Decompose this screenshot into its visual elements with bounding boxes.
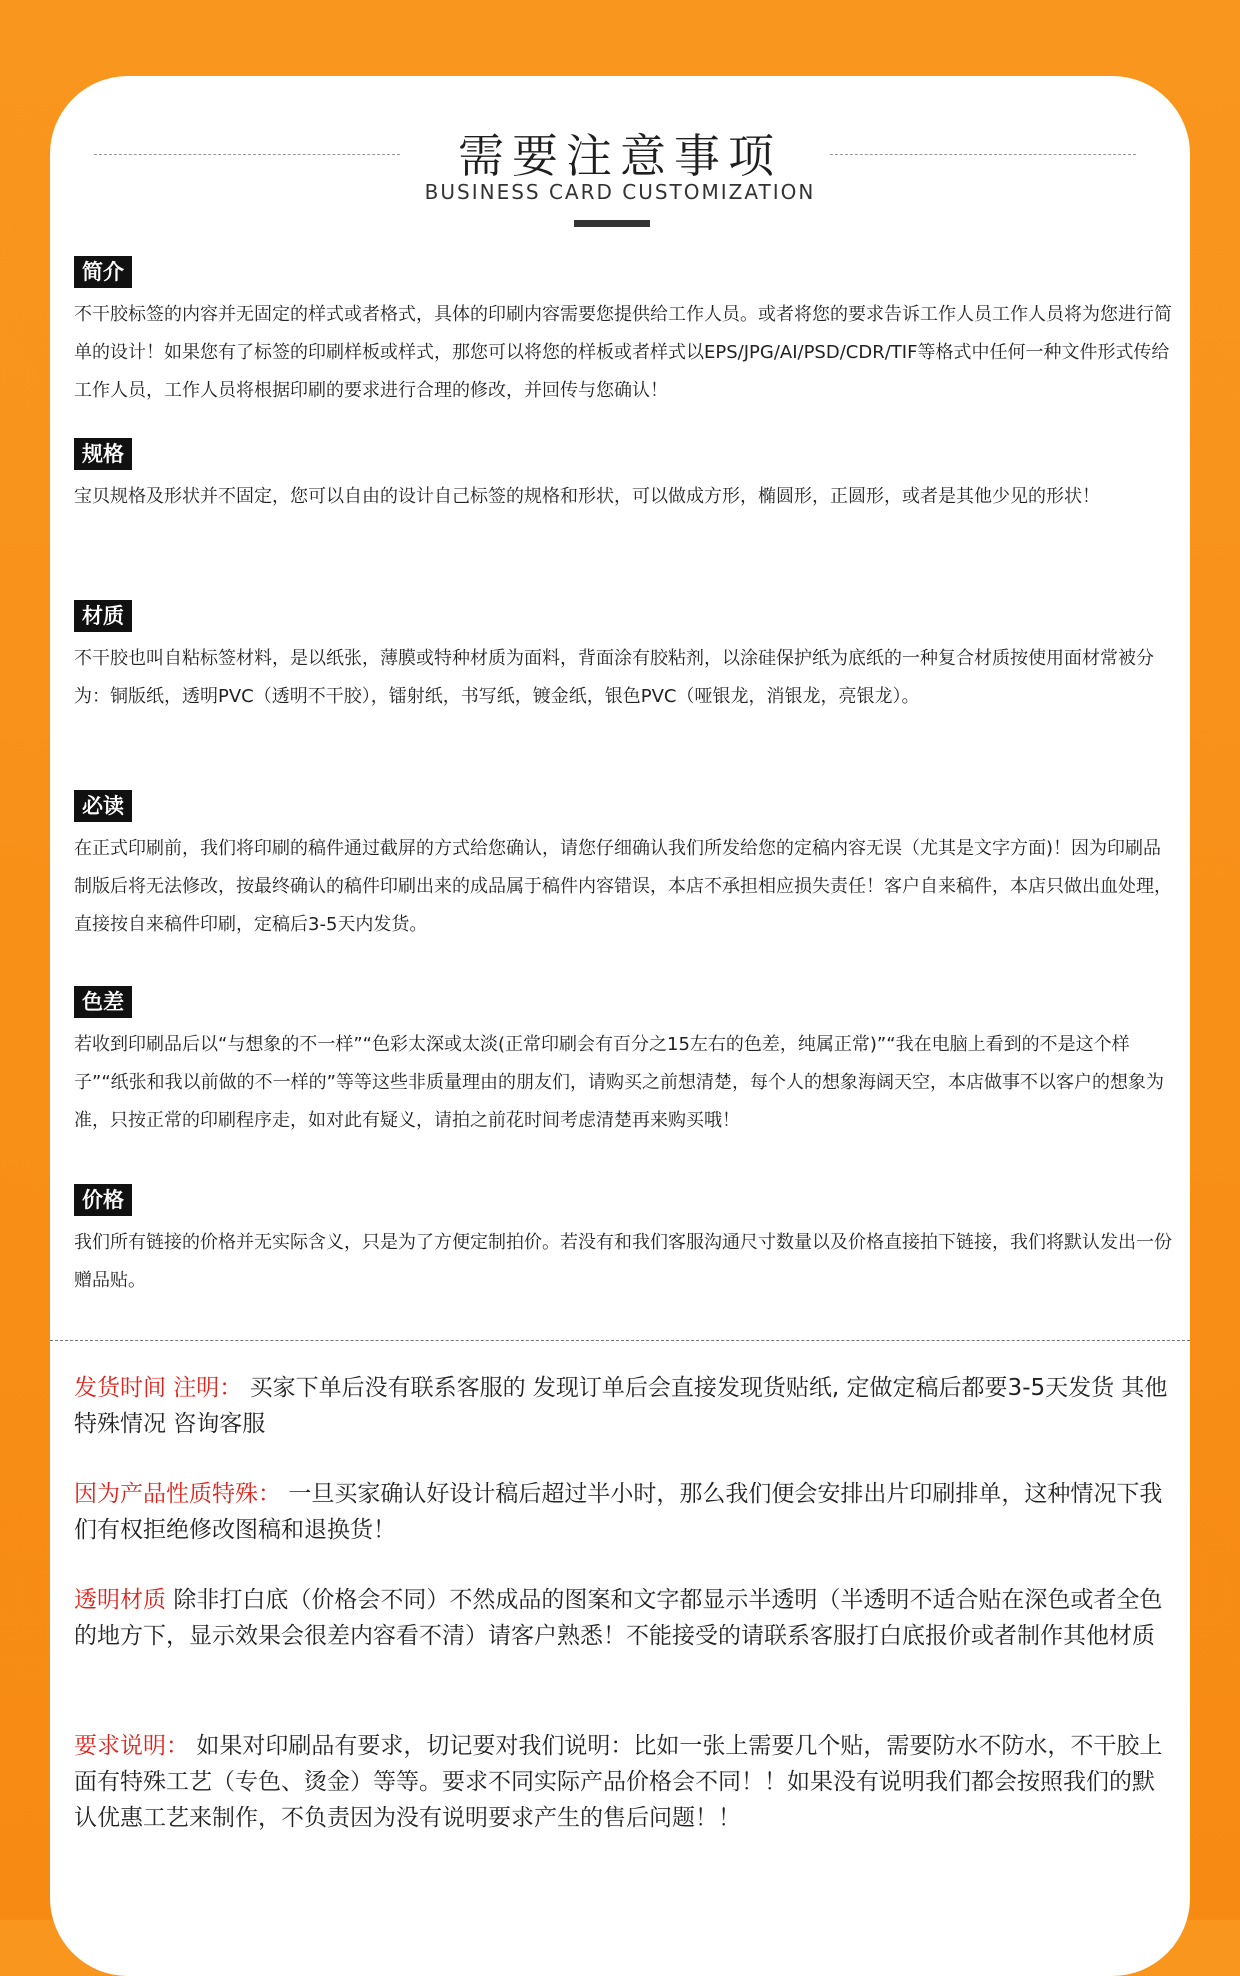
page-subtitle: BUSINESS CARD CUSTOMIZATION bbox=[424, 180, 816, 204]
section-tag: 简介 bbox=[74, 256, 132, 288]
note-text: 如果对印刷品有要求，切记要对我们说明：比如一张上需要几个贴，需要防水不防水，不干胶上面有特殊工艺（专色、烫金）等等。要求不同实际产品价格会不同！！如果没有说明我们都会按照我们的默认优惠工艺来制作，不负责因为没有说明要求产生的售后问题！！ bbox=[74, 1733, 1163, 1831]
page-title: 需要注意事项 bbox=[458, 129, 782, 183]
section-tag: 必读 bbox=[74, 790, 132, 822]
section-intro bbox=[74, 256, 1174, 410]
section-divider bbox=[50, 1340, 1190, 1341]
section-tag: 色差 bbox=[74, 986, 132, 1018]
title-underline-bar bbox=[574, 220, 650, 227]
header bbox=[50, 76, 1190, 256]
section-text: 宝贝规格及形状并不固定，您可以自由的设计自己标签的规格和形状，可以做成方形，椭圆形，正圆形，或者是其他少见的形状！ bbox=[74, 486, 1100, 507]
note-shipping bbox=[74, 1370, 1174, 1442]
section-price bbox=[74, 1184, 1174, 1300]
note-special-product bbox=[74, 1476, 1174, 1548]
section-color-diff bbox=[74, 986, 1174, 1140]
header-dash-right bbox=[830, 154, 1136, 155]
section-tag: 价格 bbox=[74, 1184, 132, 1216]
note-label: 因为产品性质特殊： bbox=[74, 1481, 281, 1507]
section-tag: 材质 bbox=[74, 600, 132, 632]
section-must-read bbox=[74, 790, 1174, 944]
note-text: 买家下单后没有联系客服的 发现订单后会直接发现货贴纸, 定做定稿后都要3-5天发货 其他特殊情况 咨询客服 bbox=[74, 1375, 1168, 1437]
section-text: 不干胶也叫自粘标签材料，是以纸张，薄膜或特种材质为面料，背面涂有胶粘剂，以涂硅保护纸为底纸的一种复合材质按使用面材常被分为：铜版纸，透明PVC（透明不干胶），镭射纸，书写纸，镀金纸，银色PVC（哑银龙，消银龙，亮银龙）。 bbox=[74, 648, 1154, 707]
note-label: 透明材质 bbox=[74, 1587, 166, 1613]
section-text: 不干胶标签的内容并无固定的样式或者格式，具体的印刷内容需要您提供给工作人员。或者将您的要求告诉工作人员工作人员将为您进行简单的设计！如果您有了标签的印刷样板或样式，那您可以将您的样板或者样式以EPS/JPG/AI/PSD/CDR/TIF等格式中任何一种文件形式传给工作人员，工作人员将根据印刷的要求进行合理的修改，并回传与您确认！ bbox=[74, 304, 1172, 401]
note-label: 发货时间 注明： bbox=[74, 1375, 243, 1401]
section-tag: 规格 bbox=[74, 438, 132, 470]
note-text: 一旦买家确认好设计稿后超过半小时，那么我们便会安排出片印刷排单，这种情况下我们有权拒绝修改图稿和退换货！ bbox=[74, 1481, 1163, 1543]
note-label: 要求说明： bbox=[74, 1733, 189, 1759]
section-text: 若收到印刷品后以“与想象的不一样”“色彩太深或太淡(正常印刷会有百分之15左右的色差，纯属正常)”“我在电脑上看到的不是这个样子”“纸张和我以前做的不一样的”等等这些非质量理由的朋友们，请购买之前想清楚，每个人的想象海阔天空，本店做事不以客户的想象为准，只按正常的印刷程序走，如对此有疑义，请拍之前花时间考虑清楚再来购买哦！ bbox=[74, 1034, 1164, 1131]
note-transparent-material bbox=[74, 1582, 1174, 1654]
note-text: 除非打白底（价格会不同）不然成品的图案和文字都显示半透明（半透明不适合贴在深色或者全色的地方下，显示效果会很差内容看不清）请客户熟悉！不能接受的请联系客服打白底报价或者制作其他材质 bbox=[74, 1587, 1163, 1649]
content-card bbox=[50, 76, 1190, 1976]
note-requirements bbox=[74, 1728, 1174, 1836]
section-text: 我们所有链接的价格并无实际含义，只是为了方便定制拍价。若没有和我们客服沟通尺寸数量以及价格直接拍下链接，我们将默认发出一份赠品贴。 bbox=[74, 1232, 1172, 1291]
section-material bbox=[74, 600, 1174, 716]
section-spec bbox=[74, 438, 1174, 516]
section-text: 在正式印刷前，我们将印刷的稿件通过截屏的方式给您确认，请您仔细确认我们所发给您的定稿内容无误（尤其是文字方面)！因为印刷品制版后将无法修改，按最终确认的稿件印刷出来的成品属于稿件内容错误，本店不承担相应损失责任！客户自来稿件，本店只做出血处理，直接按自来稿件印刷，定稿后3-5天内发货。 bbox=[74, 838, 1172, 935]
